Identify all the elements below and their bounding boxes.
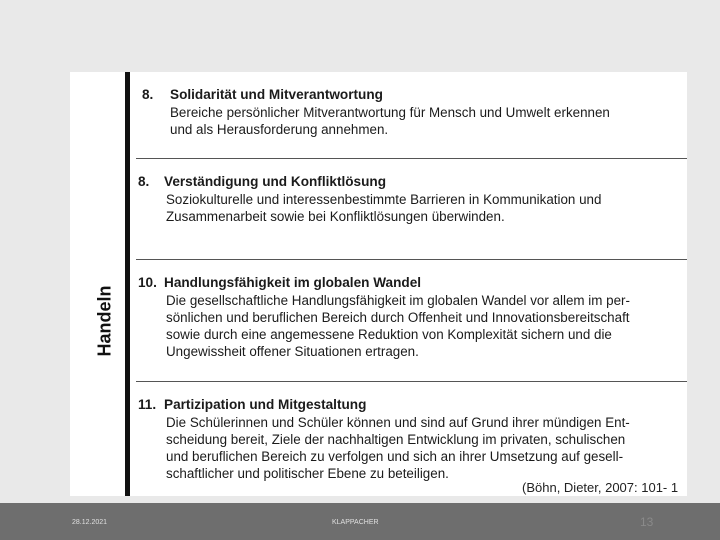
row-number: 8. xyxy=(138,174,150,189)
document-table xyxy=(70,72,687,496)
description-line: Zusammenarbeit sowie bei Konfliktlösungen überwinden. xyxy=(166,209,505,224)
row-description xyxy=(138,292,687,360)
table-row xyxy=(136,381,687,496)
row-heading xyxy=(138,396,687,413)
description-line: und als Herausforderung annehmen. xyxy=(170,122,389,137)
row-title: Partizipation und Mitgestaltung xyxy=(164,397,367,412)
row-description xyxy=(138,191,687,225)
table-row xyxy=(136,72,687,158)
page-number: 13 xyxy=(640,515,654,529)
row-heading xyxy=(138,173,687,190)
citation: (Böhn, Dieter, 2007: 101- 1 xyxy=(522,480,679,495)
row-number: 10. xyxy=(138,275,157,290)
footer-date: 28.12.2021 xyxy=(72,519,108,526)
description-line: Ungewissheit offener Situationen ertragen. xyxy=(166,344,419,359)
row-title: Solidarität und Mitverantwortung xyxy=(170,87,383,102)
row-description xyxy=(138,414,687,482)
description-line: und beruflichen Bereich zu verfolgen und sich an ihrer Umsetzung auf gesell- xyxy=(166,449,624,464)
description-line: scheidung bereit, Ziele der nachhaltigen Entwicklung im privaten, schulischen xyxy=(166,432,626,447)
row-number: 11. xyxy=(138,397,157,412)
description-line: sönlichen und beruflichen Bereich durch Offenheit und Innovationsbereitschaft xyxy=(166,310,630,325)
sidebar-column xyxy=(70,72,130,496)
description-line: Soziokulturelle und interessenbestimmte Barrieren in Kommunikation und xyxy=(166,192,602,207)
table-row xyxy=(136,158,687,259)
side-label: Handeln xyxy=(94,285,115,357)
description-line: schaftlicher und politischer Ebene zu beteiligen. xyxy=(166,466,449,481)
footer-author: KLAPPACHER xyxy=(332,519,379,526)
row-title: Verständigung und Konfliktlösung xyxy=(164,174,387,189)
row-title: Handlungsfähigkeit im globalen Wandel xyxy=(164,275,422,290)
row-heading xyxy=(142,86,687,103)
description-line: sowie durch eine angemessene Reduktion von Komplexität sichern und die xyxy=(166,327,612,342)
description-line: Die gesellschaftliche Handlungsfähigkeit im globalen Wandel vor allem im per- xyxy=(166,293,630,308)
footer-bar xyxy=(0,503,720,540)
table-row xyxy=(136,259,687,381)
row-description xyxy=(142,104,687,138)
row-heading xyxy=(138,274,687,291)
description-line: Bereiche persönlicher Mitverantwortung für Mensch und Umwelt erkennen xyxy=(170,105,610,120)
row-number: 8. xyxy=(142,87,154,102)
description-line: Die Schülerinnen und Schüler können und sind auf Grund ihrer mündigen Ent- xyxy=(166,415,630,430)
